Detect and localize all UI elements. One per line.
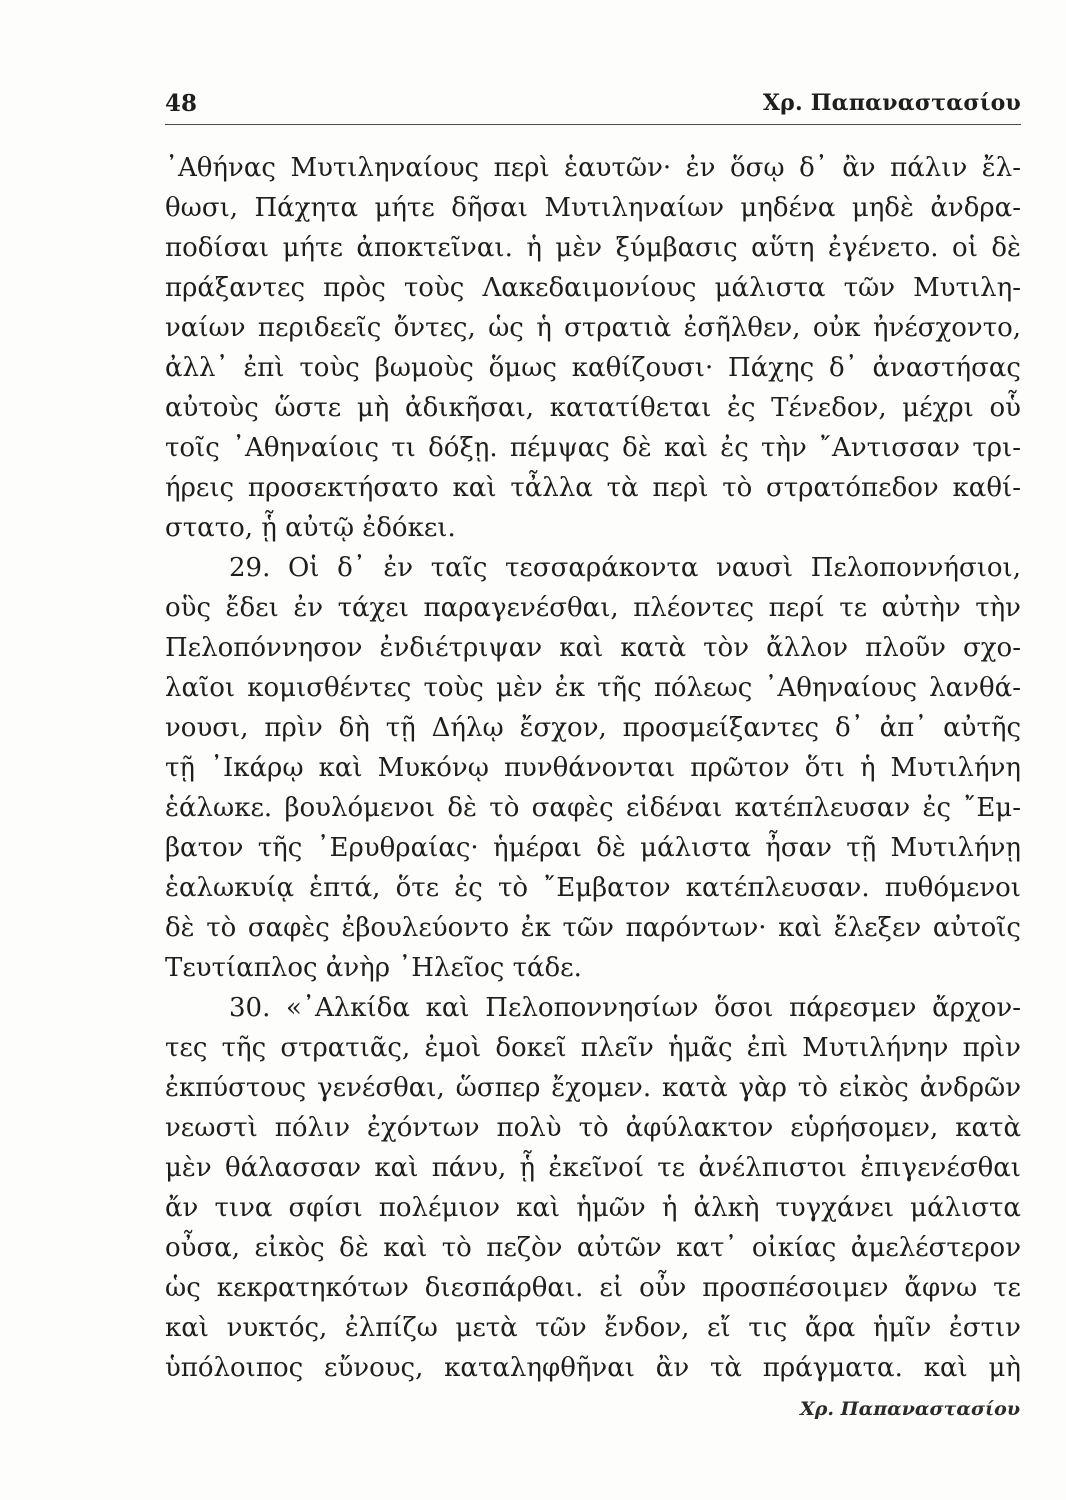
text-line: ὑπόλοιπος εὔνους, καταληφθῆναι ἂν τὰ πράγματα. καὶ μὴ — [165, 1353, 1021, 1383]
text-line: ἄν τινα σφίσι πολέμιον καὶ ἡμῶν ἡ ἀλκὴ τυγχάνει μάλιστα — [165, 1193, 1021, 1223]
text-line: οὖσα, εἰκὸς δὲ καὶ τὸ πεζὸν αὐτῶν κατ᾿ οἰκίας ἀμελέστερον — [165, 1233, 1021, 1263]
page-number: 48 — [165, 90, 198, 117]
text-line: ᾿Αθήνας Μυτιληναίους περὶ ἑαυτῶν· ἐν ὅσῳ δ᾿ ἂν πάλιν ἔλ- — [165, 153, 1021, 183]
text-line: λαῖοι κομισθέντες τοὺς μὲν ἐκ τῆς πόλεως ᾿Αθηναίους λανθά- — [165, 673, 1021, 703]
text-line-section-29: 29. Οἱ δ᾿ ἐν ταῖς τεσσαράκοντα ναυσὶ Πελοποννήσιοι, — [229, 553, 1021, 583]
text-line: πράξαντες πρὸς τοὺς Λακεδαιμονίους μάλιστα τῶν Μυτιλη- — [165, 273, 1021, 303]
footer-signature: Χρ. Παπαναστασίου — [800, 1398, 1020, 1420]
text-line: ποδίσαι μήτε ἀποκτεῖναι. ἡ μὲν ξύμβασις αὕτη ἐγένετο. οἱ δὲ — [165, 233, 1021, 263]
text-line: ἑάλωκε. βουλόμενοι δὲ τὸ σαφὲς εἰδέναι κατέπλευσαν ἐς ῎Εμ- — [165, 793, 1021, 823]
text-line: ήρεις προσεκτήσατο καὶ τἆλλα τὰ περὶ τὸ στρατόπεδον καθί- — [165, 473, 1021, 503]
text-line: Πελοπόννησον ἐνδιέτριψαν καὶ κατὰ τὸν ἄλλον πλοῦν σχο- — [165, 633, 1021, 663]
text-line: βατον τῆς ᾿Ερυθραίας· ἡμέραι δὲ μάλιστα ἦσαν τῇ Μυτιλήνῃ — [165, 833, 1021, 863]
text-line: ὡς κεκρατηκότων διεσπάρθαι. εἰ οὖν προσπέσοιμεν ἄφνω τε — [165, 1273, 1021, 1303]
text-line: αὐτοὺς ὥστε μὴ ἀδικῆσαι, κατατίθεται ἐς Τένεδον, μέχρι οὗ — [165, 393, 1021, 423]
running-head: Χρ. Παπαναστασίου — [762, 90, 1021, 116]
text-line-section-30: 30. «᾿Αλκίδα καὶ Πελοποννησίων ὅσοι πάρεσμεν ἄρχον- — [229, 993, 1021, 1023]
text-line: στατο, ᾗ αὐτῷ ἐδόκει. — [165, 513, 456, 543]
text-line: μὲν θάλασσαν καὶ πάνυ, ᾗ ἐκεῖνοί τε ἀνέλπιστοι ἐπιγενέσθαι — [165, 1153, 1021, 1183]
text-line: Τευτίαπλος ἀνὴρ ᾿Ηλεῖος τάδε. — [165, 953, 582, 983]
text-line: καὶ νυκτός, ἐλπίζω μετὰ τῶν ἔνδον, εἴ τις ἄρα ἡμῖν ἐστιν — [165, 1313, 1021, 1343]
text-line: τες τῆς στρατιᾶς, ἐμοὶ δοκεῖ πλεῖν ἡμᾶς ἐπὶ Μυτιλήνην πρὶν — [165, 1033, 1021, 1063]
body-text — [165, 148, 1021, 1388]
text-line: νουσι, πρὶν δὴ τῇ Δήλῳ ἔσχον, προσμείξαντες δ᾿ ἀπ᾿ αὐτῆς — [165, 713, 1021, 743]
text-line: ἑαλωκυίᾳ ἑπτά, ὅτε ἐς τὸ ῎Εμβατον κατέπλευσαν. πυθόμενοι — [165, 873, 1021, 903]
text-line: τοῖς ᾿Αθηναίοις τι δόξῃ. πέμψας δὲ καὶ ἐς τὴν ῎Αντισσαν τρι- — [165, 433, 1021, 463]
text-line: τῇ ᾿Ικάρῳ καὶ Μυκόνῳ πυνθάνονται πρῶτον ὅτι ἡ Μυτιλήνη — [165, 753, 1021, 783]
text-line: νεωστὶ πόλιν ἐχόντων πολὺ τὸ ἀφύλακτον εὑρήσομεν, κατὰ — [165, 1113, 1021, 1143]
text-line: δὲ τὸ σαφὲς ἐβουλεύοντο ἐκ τῶν παρόντων· καὶ ἔλεξεν αὐτοῖς — [165, 913, 1021, 943]
text-line: θωσι, Πάχητα μήτε δῆσαι Μυτιληναίων μηδένα μηδὲ ἀνδρα- — [165, 193, 1021, 223]
page-header — [165, 90, 1021, 122]
text-line: ναίων περιδεεῖς ὄντες, ὡς ἡ στρατιὰ ἐσῆλθεν, οὐκ ἠνέσχοντο, — [165, 313, 1021, 343]
header-rule — [165, 124, 1021, 125]
text-line: ἀλλ᾿ ἐπὶ τοὺς βωμοὺς ὅμως καθίζουσι· Πάχης δ᾿ ἀναστήσας — [165, 353, 1021, 383]
text-line: οὓς ἔδει ἐν τάχει παραγενέσθαι, πλέοντες περί τε αὐτὴν τὴν — [165, 593, 1021, 623]
text-line: ἐκπύστους γενέσθαι, ὥσπερ ἔχομεν. κατὰ γὰρ τὸ εἰκὸς ἀνδρῶν — [165, 1073, 1021, 1103]
